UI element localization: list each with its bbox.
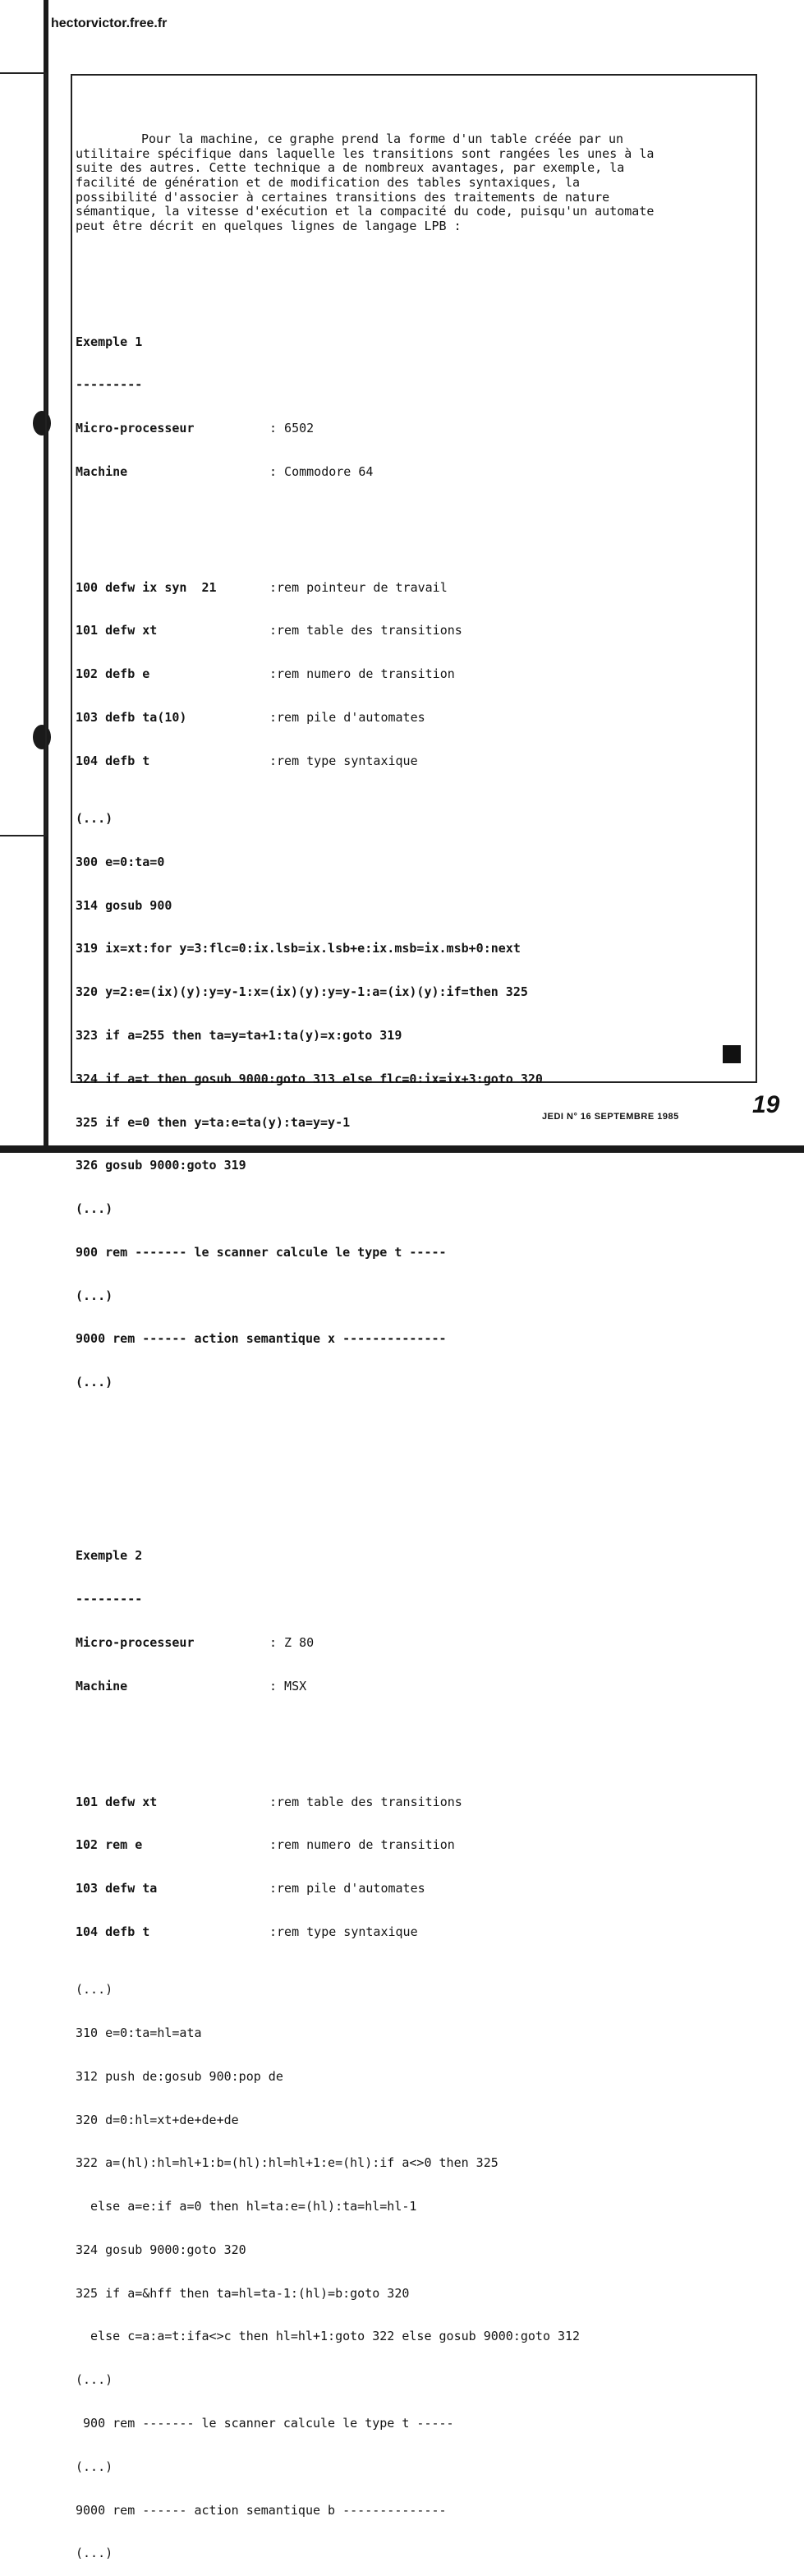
code-line: 320 y=2:e=(ix)(y):y=y-1:x=(ix)(y):y=y-1:a=(ix)(y):if=then 325 [76,984,528,1000]
code-decl: 100 defw ix syn 21 :rem pointeur de travail [76,579,448,595]
code-line: 324 gosub 9000:goto 320 [76,2242,246,2257]
info-value: : MSX [269,1678,307,1694]
info-key: Machine [76,463,128,479]
code-line: (...) [76,811,113,827]
code-line: 325 if e=0 then y=ta:e=ta(y):ta=y=y-1 [76,1114,351,1130]
code-line: 900 rem ------- le scanner calcule le type t ----- [76,1244,447,1260]
info-key: Micro-processeur [76,421,195,436]
intro-line: Pour la machine, ce graphe prend la forme d'un table créée par un [141,131,623,147]
scan-edge [0,1145,804,1153]
intro-line: facilité de génération et de modification des tables syntaxiques, la [76,174,581,190]
code-line: 325 if a=&hff then ta=hl=ta-1:(hl)=b:goto 320 [76,2285,410,2301]
info-key: Machine [76,1678,128,1694]
code-decl: 104 defb t :rem type syntaxique [76,753,418,768]
code-line: 312 push de:gosub 900:pop de [76,2068,283,2084]
intro-line: peut être décrit en quelques lignes de langage LPB : [76,218,462,233]
example1-underline: --------- [76,377,143,393]
code-line: 323 if a=255 then ta=y=ta+1:ta(y)=x:goto 319 [76,1028,402,1043]
side-bracket [0,72,47,836]
code-line: 900 rem ------- le scanner calcule le type t ----- [76,2416,454,2431]
example2-title: Exemple 2 [76,1548,143,1564]
info-row [76,1680,749,1694]
intro-line: sémantique, la vitesse d'exécution et la compacité du code, puisqu'un automate [76,204,655,219]
code-decl: 103 defw ta :rem pile d'automates [76,1881,425,1896]
code-line: (...) [76,2372,113,2388]
intro-paragraph [76,132,726,233]
code-line: 310 e=0:ta=hl=ata [76,2025,202,2040]
code-line: 9000 rem ------ action semantique b -------------- [76,2502,447,2518]
info-key: Micro-processeur [76,1634,195,1650]
code-line: 319 ix=xt:for y=3:flc=0:ix.lsb=ix.lsb+e:ix.msb=ix.msb+0:next [76,941,521,956]
example1-title: Exemple 1 [76,334,143,349]
issue-footer: JEDI N° 16 SEPTEMBRE 1985 [542,1112,679,1122]
code-decl: 103 defb ta(10) :rem pile d'automates [76,709,425,725]
code-decl: 102 defb e :rem numero de transition [76,666,455,682]
intro-line: possibilité d'associer à certaines transitions des traitements de nature [76,189,610,205]
code-decl: 104 defb t :rem type syntaxique [76,1924,418,1939]
code-line: 324 if a=t then gosub 9000:goto 313 else flc=0:ix=ix+3:goto 320 [76,1071,543,1086]
code-line: (...) [76,1201,113,1217]
end-of-article-square [723,1045,741,1063]
code-line: (...) [76,1375,113,1390]
code-line: else a=e:if a=0 then hl=ta:e=(hl):ta=hl=hl-1 [76,2199,417,2214]
info-row [76,465,749,480]
intro-line: utilitaire spécifique dans laquelle les transitions sont rangées les unes à la [76,145,655,161]
info-row [76,1636,749,1651]
code-decl: 101 defw xt :rem table des transitions [76,1794,462,1809]
code-line: 300 e=0:ta=0 [76,854,165,869]
code-decl: 102 rem e :rem numero de transition [76,1837,455,1853]
info-value: : Commodore 64 [269,463,374,479]
code-decl: 101 defw xt :rem table des transitions [76,623,462,638]
code-line: (...) [76,1982,113,1998]
code-line: (...) [76,2458,113,2474]
code-line: 326 gosub 9000:goto 319 [76,1158,246,1173]
info-row [76,422,749,436]
code-line: 322 a=(hl):hl=hl+1:b=(hl):hl=hl+1:e=(hl):if a<>0 then 325 [76,2155,498,2171]
code-line: 9000 rem ------ action semantique x -------------- [76,1331,447,1347]
site-watermark: hectorvictor.free.fr [51,16,168,30]
info-value: : Z 80 [269,1634,315,1650]
code-line: 314 gosub 900 [76,897,172,913]
info-value: : 6502 [269,421,315,436]
code-line: 320 d=0:hl=xt+de+de+de [76,2112,239,2127]
page-number: 19 [752,1091,780,1118]
code-line: else c=a:a=t:ifa<>c then hl=hl+1:goto 322 else gosub 9000:goto 312 [76,2329,581,2344]
intro-line: suite des autres. Cette technique a de nombreux avantages, par exemple, la [76,160,625,176]
example2-underline: --------- [76,1592,143,1607]
code-line: (...) [76,1288,113,1303]
code-line: (...) [76,2546,113,2561]
article-body [76,104,749,2576]
